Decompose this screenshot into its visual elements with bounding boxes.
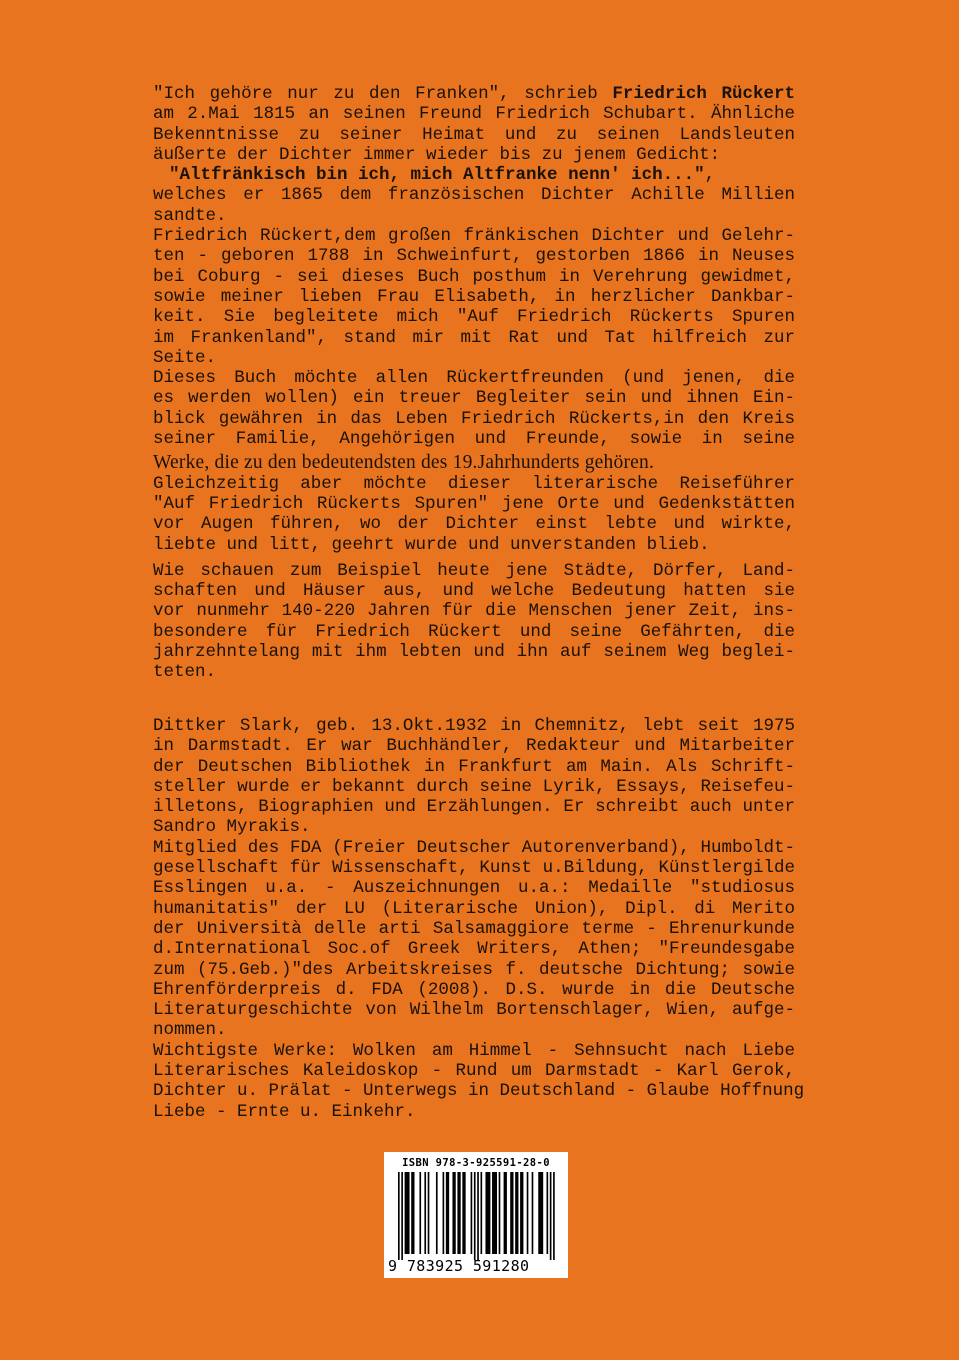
intro-line (153, 581, 795, 601)
intro-line (153, 125, 795, 145)
author-line (153, 1020, 795, 1040)
ean-digits: 9 783925 591280 (388, 1257, 530, 1275)
intro-text: seiner Familie, Angehörigen und Freunde, sowie in seine (153, 429, 795, 450)
barcode-bar (477, 1172, 479, 1260)
author-text: Literaturgeschichte von Wilhelm Bortenschlager, Wien, aufge- (153, 1000, 795, 1021)
barcode-bar (436, 1172, 438, 1254)
author-text: humanitatis" der LU (Literarische Union), Dipl. di Merito (153, 898, 795, 919)
barcode-bar (462, 1172, 465, 1254)
author-text: d.International Soc.of Greek Writers, Athen; "Freundesgabe (153, 939, 795, 960)
author-line (153, 817, 795, 837)
author-line (153, 838, 795, 858)
intro-line (153, 267, 795, 287)
intro-text: Werke, die zu den bedeutendsten des 19.Jahrhunderts gehören. (153, 452, 655, 474)
intro-line (153, 246, 795, 266)
intro-text: jahrzehntelang mit ihm lebten und ihn auf seinem Weg beglei- (153, 642, 795, 663)
barcode-bar (510, 1172, 513, 1254)
intro-line (153, 226, 795, 246)
intro-line (153, 185, 795, 205)
author-text: der Deutschen Bibliothek in Frankfurt am Main. Als Schrift- (153, 756, 795, 777)
author-line (153, 1061, 795, 1081)
author-text: Mitglied des FDA (Freier Deutscher Autorenverband), Humboldt- (153, 837, 795, 858)
barcode-bar (443, 1172, 445, 1254)
author-text: Esslingen u.a. - Auszeichnungen u.a.: Medaille "studiosus (153, 878, 795, 899)
author-bio-block (153, 716, 805, 1122)
intro-line (153, 206, 795, 226)
author-line (153, 878, 795, 898)
intro-text: sowie meiner lieben Frau Elisabeth, in herzlicher Dankbar- (153, 286, 795, 307)
intro-text: sandte. (153, 205, 227, 226)
author-text: Literarisches Kaleidoskop - Rund um Darmstadt - Karl Gerok, (153, 1061, 795, 1082)
author-line (153, 757, 795, 777)
author-line (153, 980, 795, 1000)
barcode-bar (474, 1172, 476, 1260)
intro-line (153, 368, 795, 388)
author-line (153, 1041, 795, 1061)
barcode-bar (411, 1172, 414, 1254)
intro-line (153, 453, 795, 473)
intro-text: besondere für Friedrich Rückert und seine Gefährten, die (153, 621, 795, 642)
intro-line (153, 561, 795, 581)
intro-text: Friedrich Rückert,dem großen fränkischen Dichter und Gelehr- (153, 226, 795, 247)
barcode-bar (538, 1172, 543, 1254)
intro-line (153, 409, 795, 429)
author-text: nommen. (153, 1020, 227, 1041)
intro-line (153, 145, 795, 165)
intro-text: "Ich gehöre nur zu den Franken", schrieb (153, 84, 613, 104)
intro-text: welches er 1865 dem französischen Dichter Achille Millien (153, 185, 795, 206)
intro-line (153, 348, 795, 368)
author-text: Ehrenförderpreis d. FDA (2008). D.S. wurde in die Deutsche (153, 979, 795, 1000)
author-line (153, 1081, 805, 1102)
barcode-bar (428, 1172, 430, 1254)
author-line (153, 939, 795, 959)
barcode-bar (471, 1172, 473, 1254)
intro-text: Wie schauen zum Beispiel heute jene Städte, Dörfer, Land- (153, 560, 795, 581)
intro-text: teten. (153, 662, 217, 683)
author-text: steller wurde er bekannt durch seine Lyrik, Essays, Reisefeu- (153, 776, 795, 797)
barcode-bar (547, 1172, 549, 1254)
intro-line (153, 642, 795, 662)
author-line (153, 777, 795, 797)
intro-line (153, 494, 795, 514)
barcode-bar (446, 1172, 449, 1254)
author-text: in Darmstadt. Er war Buchhändler, Redakteur und Mitarbeiter (153, 736, 795, 757)
intro-text: keit. Sie begleitete mich "Auf Friedrich Rückerts Spuren (153, 307, 795, 328)
isbn-label: ISBN 978-3-925591-28-0 (402, 1157, 550, 1169)
author-text: der Università delle arti Salsamaggiore terme - Ehrenurkunde (153, 918, 795, 939)
author-text: Liebe - Ernte u. Einkehr. (153, 1101, 416, 1122)
intro-text: Seite. (153, 347, 217, 368)
intro-line (153, 514, 795, 534)
barcode-bar (515, 1172, 518, 1254)
author-line (153, 858, 795, 878)
intro-text: Bekenntnisse zu seiner Heimat und zu seinen Landsleuten (153, 124, 795, 145)
intro-line (153, 622, 795, 642)
barcode-bar (485, 1172, 490, 1254)
intro-line (153, 328, 795, 348)
intro-text: im Frankenland", stand mir mit Rat und Tat hilfreich zur (153, 327, 795, 348)
intro-line (153, 474, 795, 494)
intro-text: Gleichzeitig aber möchte dieser literarische Reiseführer (153, 473, 795, 494)
barcode-bar (532, 1172, 534, 1254)
intro-text: liebte und litt, geehrt wurde und unverstanden blieb. (153, 534, 710, 555)
intro-line (153, 429, 795, 449)
author-text: Dichter u. Prälat - Unterwegs in Deutschland - Glaube Hoffnung (153, 1081, 805, 1102)
author-text: gesellschaft für Wissenschaft, Kunst u.Bildung, Künstlergilde (153, 858, 795, 879)
barcode-bar (527, 1172, 529, 1254)
intro-line (153, 601, 795, 621)
intro-text: bei Coburg - sei dieses Buch posthum in Verehrung gewidmet, (153, 266, 795, 287)
author-text: Wichtigste Werke: Wolken am Himmel - Sehnsucht nach Liebe (153, 1040, 795, 1061)
intro-line (153, 287, 795, 307)
barcode-bar (504, 1172, 507, 1254)
barcode-bar (520, 1172, 523, 1254)
intro-text: "Altfränkisch bin ich, mich Altfranke nenn' ich..." (169, 165, 705, 186)
intro-text: ten - geboren 1788 in Schweinfurt, gestorben 1866 in Neuses (153, 246, 795, 267)
barcode-bar (499, 1172, 501, 1254)
barcode-bar (424, 1172, 426, 1254)
barcode-bar (550, 1172, 552, 1260)
author-text: zum (75.Geb.)"des Arbeitskreises f. deutsche Dichtung; sowie (153, 959, 795, 980)
author-text: Sandro Myrakis. (153, 817, 311, 838)
intro-line (153, 662, 795, 682)
intro-line (153, 388, 795, 408)
author-line (153, 797, 795, 817)
intro-line (153, 104, 795, 124)
intro-line (153, 535, 795, 555)
intro-text: "Auf Friedrich Rückerts Spuren" jene Orte und Gedenkstätten (153, 493, 795, 514)
barcode-bar (481, 1172, 483, 1254)
intro-text: blick gewähren in das Leben Friedrich Rückerts,in den Kreis (153, 408, 795, 429)
author-line (153, 716, 795, 736)
barcode-bar (452, 1172, 455, 1254)
intro-text: Dieses Buch möchte allen Rückertfreunden (und jenen, die (153, 368, 795, 389)
intro-line (153, 84, 795, 104)
author-line (153, 960, 795, 980)
author-line (153, 1000, 795, 1020)
isbn-barcode (384, 1152, 568, 1278)
author-text: Dittker Slark, geb. 13.Okt.1932 in Chemnitz, lebt seit 1975 (153, 716, 795, 736)
author-text: illetons, Biographien und Erzählungen. Er schreibt auch unter (153, 797, 795, 818)
author-line (153, 1102, 795, 1122)
barcode-bar (405, 1172, 410, 1254)
barcode-bar (553, 1172, 555, 1260)
author-line (153, 736, 795, 756)
barcode-bar (457, 1172, 460, 1254)
intro-text: es werden wollen) ein treuer Begleiter sein und ihnen Ein- (153, 388, 795, 409)
intro-text: vor nunmehr 140-220 Jahren für die Menschen jener Zeit, ins- (153, 601, 795, 622)
barcode-bar (492, 1172, 497, 1254)
intro-text: äußerte der Dichter immer wieder bis zu jenem Gedicht: (153, 144, 721, 165)
intro-text: Friedrich Rückert (612, 84, 795, 104)
intro-text: am 2.Mai 1815 an seinen Freund Friedrich Schubart. Ähnliche (153, 104, 795, 125)
intro-line (153, 307, 795, 327)
barcode-bar (419, 1172, 421, 1254)
barcode-bar (398, 1172, 400, 1260)
barcode-bar (401, 1172, 403, 1260)
intro-text: vor Augen führen, wo der Dichter einst lebte und wirkte, (153, 514, 795, 535)
intro-text-block (153, 84, 795, 683)
intro-line (153, 165, 795, 185)
intro-text: , (704, 165, 716, 186)
author-line (153, 919, 795, 939)
author-line (153, 899, 795, 919)
intro-text: schaften und Häuser aus, und welche Bedeutung hatten sie (153, 581, 795, 602)
